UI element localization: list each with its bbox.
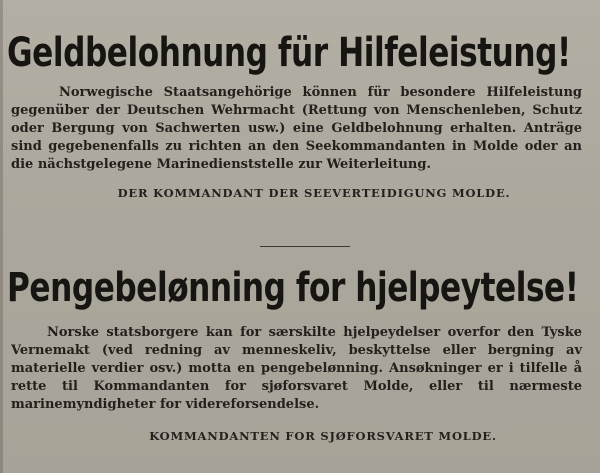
german-body-text: Norwegische Staatsangehörige können für besondere Hilfeleistung gegenüber der Deutschen Wehrmacht (Rettung von Menschenleben, Schutz oder Bergung von Sachwerten usw.) eine Geldbelohnung erhalten. Anträge sind gegebenenfalls zu richten an den Seekommandanten in Molde oder an die nächstgelegene Marinedienststelle zur Weiterleitung. bbox=[11, 85, 582, 172]
german-signature: DER KOMMANDANT DER SEEVERTEIDIGUNG MOLDE. bbox=[117, 186, 511, 200]
german-headline: Geldbelohnung für Hilfeleistung! bbox=[7, 30, 571, 76]
norwegian-notice bbox=[0, 252, 600, 444]
section-divider bbox=[260, 246, 350, 247]
norwegian-headline: Pengebelønning for hjelpeytelse! bbox=[7, 265, 579, 311]
norwegian-body-text: Norske statsborgere kan for særskilte hjelpeydelser overfor den Tyske Vernemakt (ved redning av menneskeliv, beskyttelse eller bergning av materielle verdier osv.) motta en pengebelønning. Ansøkninger er i tilfelle å rette til Kommandanten for sjøforsvaret Molde, eller til nærmeste marinemyndigheter for videreforsendelse. bbox=[11, 325, 582, 412]
norwegian-signature: KOMMANDANTEN FOR SJØFORSVARET MOLDE. bbox=[149, 429, 497, 443]
german-notice bbox=[0, 0, 600, 201]
